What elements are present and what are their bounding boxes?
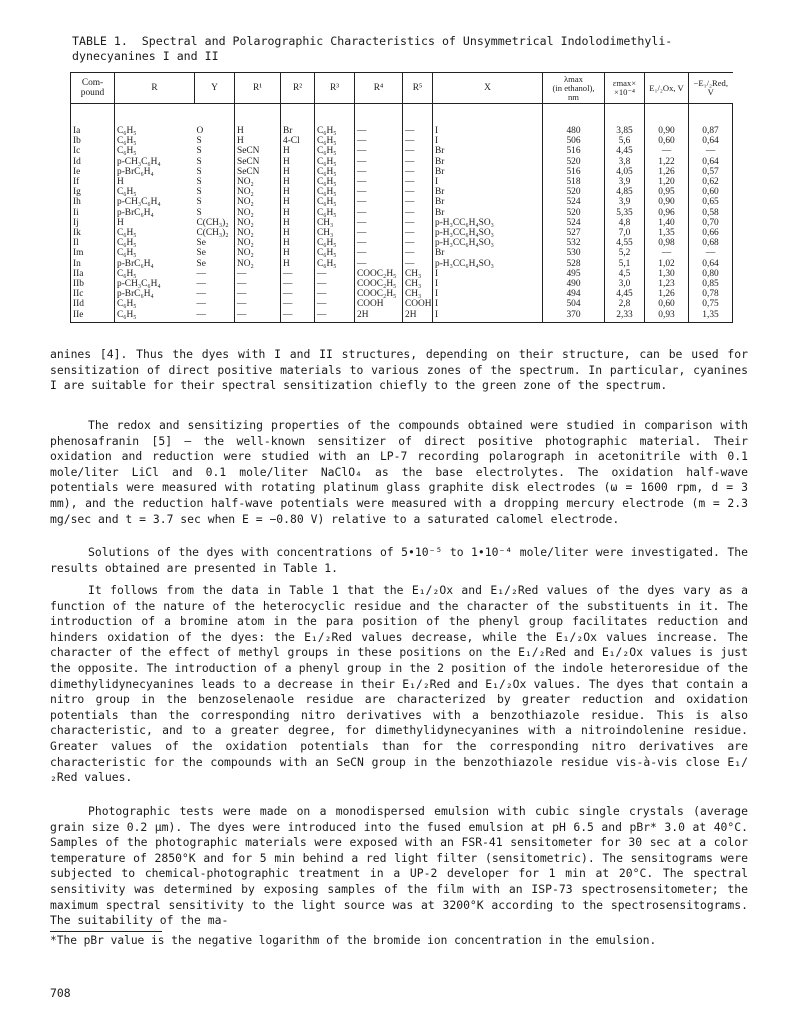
cell-r3: —	[315, 279, 355, 289]
cell-ered: 0,64	[689, 136, 733, 146]
paragraph-text: Photographic tests were made on a monodispersed emulsion with cubic single crystals (average grain size 0.2 μm). The dyes were introduced into the fused emulsion at pH 6.5 and pBr* 3.0 at 40°C. Samples of the photographic materials were exposed with an FSR-41 sensitometer for 30 sec at a color temperature of 2850°K and for 5 min behind a red light filter (sensitometric). The sensitograms were subjected to chemical-photographic treatment in a UP-2 developer for 1 min at 20°C. The spectral sensitivity was determined by exposing samples of the film with an ISP-73 spectrosensitometer; the maximum spectral sensitivity to the light source was at 3200°K according to the spectrosensitograms. The suitability of the ma-	[50, 804, 748, 928]
cell-lambda: 532	[543, 238, 605, 248]
page-number: 708	[50, 986, 71, 1000]
cell-x: Br	[433, 167, 543, 177]
cell-r4: 2H	[355, 310, 403, 323]
cell-x: p-H₃CC₆H₄SO₃	[433, 218, 543, 228]
header-r3: R³	[315, 73, 355, 104]
header-ered: −E₁/₂Red, V	[689, 73, 733, 104]
cell-compound: Ii	[71, 208, 115, 218]
cell-y: —	[195, 299, 235, 309]
cell-r2: H	[281, 157, 315, 167]
header-x: X	[433, 73, 543, 104]
cell-r3: C₆H₅	[315, 167, 355, 177]
cell-compound: Ih	[71, 197, 115, 207]
cell-r2: Br	[281, 104, 315, 137]
cell-r4: —	[355, 104, 403, 137]
cell-r1: NO₂	[235, 208, 281, 218]
cell-r2: H	[281, 167, 315, 177]
cell-lambda: 370	[543, 310, 605, 323]
cell-r2: H	[281, 248, 315, 258]
header-r1: R¹	[235, 73, 281, 104]
cell-x: p-H₃CC₆H₄SO₃	[433, 228, 543, 238]
cell-compound: IId	[71, 299, 115, 309]
cell-eox: 1,35	[645, 228, 689, 238]
paragraph-intro	[50, 347, 748, 394]
cell-compound: Ia	[71, 104, 115, 137]
cell-r3: C₆H₅	[315, 197, 355, 207]
cell-r2: H	[281, 259, 315, 269]
table-caption: TABLE 1. Spectral and Polarographic Characteristics of Unsymmetrical Indolodimethyli- dynecyanines I and II	[72, 34, 673, 63]
cell-r: H	[117, 177, 124, 188]
cell-x: I	[433, 289, 543, 299]
cell-r3: —	[315, 310, 355, 323]
table-row	[71, 269, 733, 279]
cell-r5: —	[403, 104, 433, 137]
cell-emax: 4,5	[605, 269, 645, 279]
cell-r4: COOC₂H₅	[355, 269, 403, 279]
paragraph-text: anines [4]. Thus the dyes with I and II structures, depending on their structure, can be used for sensitization of direct positive materials to various zones of the spectrum. In particular, cyanines I are suitable for their spectral sensitization chiefly to the green zone of the spectrum.	[50, 347, 748, 393]
cell-x: Br	[433, 208, 543, 218]
cell-eox: 0,96	[645, 208, 689, 218]
cell-r5: —	[403, 208, 433, 218]
table-row	[71, 167, 733, 177]
cell-r1: NO₂	[235, 259, 281, 269]
cell-y: S	[195, 187, 235, 197]
cell-y: S	[195, 167, 235, 177]
footnote: *The pBr value is the negative logarithm of the bromide ion concentration in the emulsion.	[50, 934, 657, 947]
cell-lambda: 520	[543, 187, 605, 197]
cell-ered: 0,65	[689, 197, 733, 207]
cell-eox: 0,95	[645, 187, 689, 197]
table-row	[71, 104, 733, 137]
cell-r3: C₆H₅	[315, 238, 355, 248]
cell-lambda: 520	[543, 157, 605, 167]
cell-compound: Id	[71, 157, 115, 167]
cell-ered: 0,80	[689, 269, 733, 279]
cell-eox: 0,60	[645, 299, 689, 309]
cell-r1: H	[235, 136, 281, 146]
cell-lambda: 516	[543, 167, 605, 177]
cell-r4: —	[355, 136, 403, 146]
cell-r2: H	[281, 197, 315, 207]
table-row	[71, 299, 733, 309]
cell-y: —	[195, 279, 235, 289]
cell-r3: —	[315, 289, 355, 299]
cell-eox: 1,26	[645, 289, 689, 299]
cell-ered: 0,85	[689, 279, 733, 289]
cell-emax: 3,85	[605, 104, 645, 137]
cell-x: I	[433, 136, 543, 146]
cell-r2: —	[281, 310, 315, 323]
cell-y: S	[195, 157, 235, 167]
cell-x: Br	[433, 197, 543, 207]
cell-r4: —	[355, 248, 403, 258]
cell-x: Br	[433, 146, 543, 156]
cell-r5: —	[403, 218, 433, 228]
cell-lambda: 504	[543, 299, 605, 309]
cell-ered: 0,57	[689, 167, 733, 177]
cell-compound: Ij	[71, 218, 115, 228]
cell-r2: —	[281, 299, 315, 309]
cell-r2: H	[281, 228, 315, 238]
cell-compound: IIe	[71, 310, 115, 323]
cell-r3: C₆H₅	[315, 187, 355, 197]
cell-y: S	[195, 146, 235, 156]
cell-r: H	[117, 217, 124, 228]
cell-r3: C₆H₅	[315, 259, 355, 269]
cell-ered: 0,58	[689, 208, 733, 218]
cell-r2: —	[281, 279, 315, 289]
cell-r4: —	[355, 208, 403, 218]
cell-r1: H	[235, 104, 281, 137]
cell-ered: 0,78	[689, 289, 733, 299]
cell-r: C₆H₅	[117, 299, 137, 310]
cell-r3: —	[315, 299, 355, 309]
header-r4: R⁴	[355, 73, 403, 104]
cell-r1: NO₂	[235, 177, 281, 187]
cell-r4: —	[355, 157, 403, 167]
table-row	[71, 208, 733, 218]
cell-r5: —	[403, 136, 433, 146]
cell-y: —	[195, 269, 235, 279]
cell-x: p-H₃CC₆H₄SO₃	[433, 259, 543, 269]
header-row	[71, 73, 733, 104]
cell-y: —	[195, 289, 235, 299]
cell-lambda: 506	[543, 136, 605, 146]
header-r5: R⁵	[403, 73, 433, 104]
cell-r5: —	[403, 157, 433, 167]
cell-r: C₆H₅	[117, 238, 137, 249]
cell-r: C₆H₅	[117, 187, 137, 198]
cell-y: S	[195, 177, 235, 187]
cell-ered: 0,60	[689, 187, 733, 197]
cell-r: p-BrC₆H₄	[117, 289, 154, 300]
cell-ered: 1,35	[689, 310, 733, 323]
cell-compound: Im	[71, 248, 115, 258]
cell-lambda: 530	[543, 248, 605, 258]
cell-compound: Il	[71, 238, 115, 248]
table-body	[71, 104, 733, 323]
cell-r3: C₆H₅	[315, 104, 355, 137]
cell-r5: —	[403, 248, 433, 258]
cell-r4: —	[355, 187, 403, 197]
table-row	[71, 157, 733, 167]
cell-r2: H	[281, 187, 315, 197]
cell-x: I	[433, 310, 543, 323]
cell-r1: —	[235, 299, 281, 309]
cell-r3: C₆H₅	[315, 208, 355, 218]
cell-emax: 5,1	[605, 259, 645, 269]
cell-eox: 1,26	[645, 167, 689, 177]
cell-r2: —	[281, 289, 315, 299]
cell-lambda: 528	[543, 259, 605, 269]
cell-r5: CH₃	[403, 269, 433, 279]
cell-r: C₆H₅	[117, 126, 137, 136]
cell-compound: In	[71, 259, 115, 269]
cell-r: C₆H₅	[117, 248, 137, 259]
cell-lambda: 524	[543, 197, 605, 207]
cell-r5: 2H	[403, 310, 433, 323]
cell-emax: 4,05	[605, 167, 645, 177]
cell-r4: —	[355, 228, 403, 238]
cell-emax: 4,85	[605, 187, 645, 197]
cell-ered: 0,64	[689, 259, 733, 269]
cell-lambda: 516	[543, 146, 605, 156]
cell-x: Br	[433, 248, 543, 258]
cell-r5: —	[403, 259, 433, 269]
cell-x: I	[433, 299, 543, 309]
table-row	[71, 187, 733, 197]
table-row	[71, 238, 733, 248]
cell-r: p-BrC₆H₄	[117, 258, 154, 269]
cell-r4: —	[355, 259, 403, 269]
cell-eox: 1,02	[645, 259, 689, 269]
cell-r1: SeCN	[235, 157, 281, 167]
cell-compound: IIc	[71, 289, 115, 299]
cell-r4: COOH	[355, 299, 403, 309]
cell-compound: IIb	[71, 279, 115, 289]
cell-compound: IIa	[71, 269, 115, 279]
cell-compound: Ib	[71, 136, 115, 146]
cell-lambda: 518	[543, 177, 605, 187]
cell-emax: 4,45	[605, 289, 645, 299]
header-lambda: λmax (in ethanol), nm	[543, 73, 605, 104]
cell-eox: 1,23	[645, 279, 689, 289]
paragraph-text: Solutions of the dyes with concentrations of 5•10⁻⁵ to 1•10⁻⁴ mole/liter were investigated. The results obtained are presented in Table 1.	[50, 545, 748, 575]
cell-y: S	[195, 208, 235, 218]
cell-eox: 1,30	[645, 269, 689, 279]
cell-emax: 3,0	[605, 279, 645, 289]
cell-r: p-CH₃C₆H₄	[117, 156, 161, 167]
table-row	[71, 310, 733, 323]
cell-emax: 4,45	[605, 146, 645, 156]
header-y: Y	[195, 73, 235, 104]
cell-y: Se	[195, 238, 235, 248]
cell-r1: —	[235, 279, 281, 289]
table-container	[70, 72, 732, 323]
cell-r5: —	[403, 146, 433, 156]
cell-r5: —	[403, 177, 433, 187]
cell-r3: C₆H₅	[315, 177, 355, 187]
cell-compound: If	[71, 177, 115, 187]
paragraph-results	[50, 583, 748, 786]
cell-eox: 0,60	[645, 136, 689, 146]
cell-r1: NO₂	[235, 238, 281, 248]
cell-eox: 0,93	[645, 310, 689, 323]
cell-r1: SeCN	[235, 167, 281, 177]
cell-y: O	[195, 104, 235, 137]
cell-y: Se	[195, 248, 235, 258]
cell-emax: 3,9	[605, 197, 645, 207]
cell-lambda: 520	[543, 208, 605, 218]
cell-x: p-H₃CC₆H₄SO₃	[433, 238, 543, 248]
cell-x: Br	[433, 157, 543, 167]
table-row	[71, 259, 733, 269]
header-r2: R²	[281, 73, 315, 104]
paragraph-redox	[50, 418, 748, 527]
header-compound: Com- pound	[71, 73, 115, 104]
cell-eox: 1,22	[645, 157, 689, 167]
cell-lambda: 495	[543, 269, 605, 279]
cell-r: C₆H₅	[117, 268, 137, 279]
table-row	[71, 279, 733, 289]
cell-r5: —	[403, 167, 433, 177]
cell-r4: —	[355, 238, 403, 248]
cell-eox: 0,98	[645, 238, 689, 248]
table-row	[71, 197, 733, 207]
cell-ered: 0,64	[689, 157, 733, 167]
cell-eox: 1,20	[645, 177, 689, 187]
cell-r2: H	[281, 177, 315, 187]
cell-r3: CH₃	[315, 228, 355, 238]
cell-y: —	[195, 310, 235, 323]
cell-r5: —	[403, 238, 433, 248]
paragraph-solutions	[50, 545, 748, 576]
cell-x: I	[433, 177, 543, 187]
cell-r1: NO₂	[235, 248, 281, 258]
cell-r1: NO₂	[235, 228, 281, 238]
cell-r5: —	[403, 197, 433, 207]
cell-ered: 0,68	[689, 238, 733, 248]
cell-r3: C₆H₅	[315, 146, 355, 156]
cell-lambda: 490	[543, 279, 605, 289]
cell-r1: —	[235, 269, 281, 279]
cell-lambda: 527	[543, 228, 605, 238]
cell-r3: CH₃	[315, 218, 355, 228]
cell-r1: —	[235, 310, 281, 323]
cell-r: p-CH₃C₆H₄	[117, 197, 161, 208]
cell-y: S	[195, 197, 235, 207]
cell-r1: SeCN	[235, 146, 281, 156]
cell-r4: —	[355, 218, 403, 228]
paragraph-text: The redox and sensitizing properties of the compounds obtained were studied in comparison with phenosafranin [5] — the well-known sensitizer of direct positive photographic material. Their oxidation and reduction were studied with an LP-7 recording polarograph in acetonitrile with 0.1 mole/liter LiCl and 0.1 mole/liter NaClO₄ as the base electrolytes. The oxidation half-wave potentials were measured with rotating platinum glass graphite disk electrodes (ω = 1600 rpm, d = 3 mm), and the reduction half-wave potentials were measured with a dropping mercury electrode (m = 2.3 mg/sec and t = 3.7 sec when E = −0.80 V) relative to a saturated calomel electrode.	[50, 418, 748, 526]
cell-eox: —	[645, 248, 689, 258]
table-row	[71, 228, 733, 238]
cell-compound: Ik	[71, 228, 115, 238]
cell-ered: 0,70	[689, 218, 733, 228]
cell-r4: COOC₂H₅	[355, 289, 403, 299]
table-row	[71, 289, 733, 299]
cell-r5: COOH	[403, 299, 433, 309]
cell-emax: 2,8	[605, 299, 645, 309]
cell-r1: NO₂	[235, 197, 281, 207]
paragraph-photographic	[50, 804, 748, 929]
cell-emax: 3,9	[605, 177, 645, 187]
cell-compound: Ig	[71, 187, 115, 197]
cell-r5: —	[403, 187, 433, 197]
cell-ered: 0,87	[689, 104, 733, 137]
cell-r3: C₆H₅	[315, 248, 355, 258]
cell-compound: Ic	[71, 146, 115, 156]
cell-r: p-CH₃C₆H₄	[117, 279, 161, 290]
cell-y: S	[195, 136, 235, 146]
cell-r4: —	[355, 146, 403, 156]
cell-r3: C₆H₅	[315, 136, 355, 146]
cell-ered: 0,75	[689, 299, 733, 309]
cell-emax: 5,6	[605, 136, 645, 146]
cell-x: Br	[433, 187, 543, 197]
cell-r4: —	[355, 167, 403, 177]
cell-eox: 1,40	[645, 218, 689, 228]
cell-r1: NO₂	[235, 218, 281, 228]
cell-r4: —	[355, 197, 403, 207]
cell-r1: —	[235, 289, 281, 299]
cell-x: I	[433, 104, 543, 137]
cell-ered: 0,66	[689, 228, 733, 238]
cell-lambda: 480	[543, 104, 605, 137]
cell-y: C(CH₃)₂	[195, 228, 235, 238]
cell-r: C₆H₅	[117, 136, 137, 147]
cell-r: C₆H₅	[117, 146, 137, 157]
table-row	[71, 218, 733, 228]
table-header	[71, 73, 733, 104]
cell-eox: 0,90	[645, 104, 689, 137]
table-row	[71, 136, 733, 146]
cell-emax: 5,35	[605, 208, 645, 218]
cell-emax: 3,8	[605, 157, 645, 167]
cell-r2: H	[281, 218, 315, 228]
cell-r1: NO₂	[235, 187, 281, 197]
cell-ered: 0,62	[689, 177, 733, 187]
table-row	[71, 248, 733, 258]
cell-r: p-BrC₆H₄	[117, 166, 154, 177]
header-emax: εmax× ×10⁻⁴	[605, 73, 645, 104]
cell-r4: —	[355, 177, 403, 187]
cell-x: I	[433, 269, 543, 279]
cell-y: Se	[195, 259, 235, 269]
cell-r: C₆H₅	[115, 310, 195, 323]
table-row	[71, 177, 733, 187]
cell-x: I	[433, 279, 543, 289]
cell-r5: —	[403, 228, 433, 238]
cell-lambda: 494	[543, 289, 605, 299]
cell-ered: —	[689, 146, 733, 156]
cell-lambda: 524	[543, 218, 605, 228]
cell-r4: COOC₂H₅	[355, 279, 403, 289]
cell-r2: H	[281, 146, 315, 156]
cell-eox: 0,90	[645, 197, 689, 207]
header-r: R	[115, 73, 195, 104]
cell-r: p-BrC₆H₄	[117, 207, 154, 218]
cell-ered: —	[689, 248, 733, 258]
cell-r2: H	[281, 238, 315, 248]
cell-compound: Ie	[71, 167, 115, 177]
cell-r2: 4-Cl	[281, 136, 315, 146]
cell-emax: 2,33	[605, 310, 645, 323]
footnote-divider	[50, 931, 162, 932]
cell-y: C(CH₃)₂	[195, 218, 235, 228]
data-table	[70, 72, 733, 323]
cell-emax: 7,0	[605, 228, 645, 238]
cell-emax: 5,2	[605, 248, 645, 258]
cell-r5: CH₃	[403, 289, 433, 299]
cell-emax: 4,8	[605, 218, 645, 228]
cell-r2: —	[281, 269, 315, 279]
cell-r3: —	[315, 269, 355, 279]
cell-r3: C₆H₅	[315, 157, 355, 167]
paragraph-text: It follows from the data in Table 1 that the E₁/₂Ox and E₁/₂Red values of the dyes vary as a function of the nature of the heterocyclic residue and the character of the substituents in it. The introduction of a bromine atom in the para position of the phenyl group facilitates reduction and hinders oxidation of the dyes: the E₁/₂Red values decrease, while the E₁/₂Ox values increase. The character of the effect of methyl groups in these positions on the E₁/₂Red and E₁/₂Ox values is just the opposite. The introduction of a phenyl group in the 2 position of the indole heteroresidue of the dimethylidynecyanines leads to a decrease in their E₁/₂Red and E₁/₂Ox values. The dyes that contain a nitro group in the benzoselenaole residue are characterized by greater reduction and oxidation potentials than the corresponding nitro derivatives with a benzothiazole residue. This is also characteristic, and to a greater degree, for dimethylidynecyanines with a nitroindolenine residue. Greater values of the oxidation potentials than for the corresponding nitro derivatives are characteristic for the compounds with an SeCN group in the benzothiazole residue vis-à-vis close E₁/₂Red values.	[50, 583, 748, 785]
cell-r: C₆H₅	[117, 228, 137, 239]
cell-r5: CH₃	[403, 279, 433, 289]
header-eox: E₁/₂Ox, V	[645, 73, 689, 104]
cell-emax: 4,55	[605, 238, 645, 248]
cell-r2: H	[281, 208, 315, 218]
table-row	[71, 146, 733, 156]
cell-eox: —	[645, 146, 689, 156]
